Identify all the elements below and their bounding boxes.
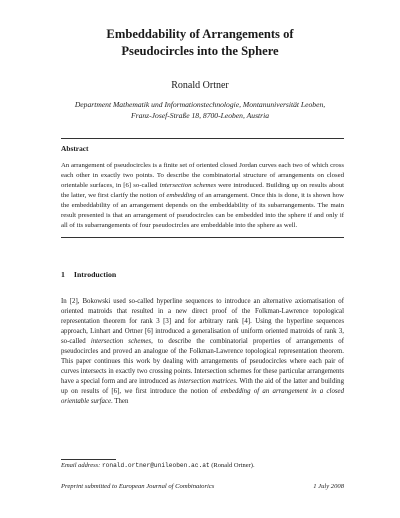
footnote-email[interactable]: ronald.ortner@unileoben.ac.at	[101, 462, 210, 469]
abstract-emphasis-embedding: embedding	[166, 192, 196, 199]
title-line-1: Embeddability of Arrangements of	[106, 27, 294, 41]
footnote-name: (Ronald Ortner).	[211, 462, 255, 469]
affiliation-line-2: Franz-Josef-Straße 18, 8700-Leoben, Austria	[130, 111, 269, 120]
page-footer	[61, 482, 344, 491]
abstract-top-rule	[61, 138, 344, 139]
abstract-box	[61, 138, 344, 238]
abstract-text-part-2: were introduced. Building up on results about the latter, we first clarify the notion of	[61, 182, 344, 199]
affiliation	[52, 99, 348, 121]
abstract-heading: Abstract	[61, 144, 89, 153]
abstract-bottom-rule	[61, 237, 344, 238]
abstract-text-part-3: of an arrangement. Once this is done, it is shown how the embeddability of an arrangement depends on the embeddability of its subarrangements. The main result presented is that an arrangement of pseudocircles can be embedded into the sphere if and only if all of its subarrangements of four pseudocircles are embeddable into the sphere as well.	[61, 192, 344, 229]
paper-title	[40, 26, 360, 60]
introduction-paragraph	[61, 297, 344, 407]
abstract-emphasis-intersection-schemes: intersection schemes	[159, 182, 217, 189]
body-emphasis-intersection-schemes: intersection schemes	[90, 338, 152, 345]
body-text-part-4: . Then	[111, 398, 129, 405]
author-name: Ronald Ortner	[171, 80, 229, 91]
section-title: Introduction	[73, 270, 117, 279]
footnote-rule	[61, 459, 116, 460]
body-text-part-3: . With the aid of the latter and building up on results of [6], we first introduce the notion of	[61, 378, 344, 395]
body-text-part-1: In [2], Bokowski used so-called hyperline sequences to introduce an alternative axiomatisation of oriented matroids that resulted in a new direct proof of the Folkman-Lawrence topological representation theorem for rank 3 [3] and for arbitrary rank [4]. Using the hyperline sequences approach, Linhart and Ortner [6] introduced a generalisation of uniform oriented matroids of rank 3, so-called	[61, 298, 344, 345]
abstract-text	[61, 161, 344, 231]
footnote	[61, 461, 344, 470]
title-line-2: Pseudocircles into the Sphere	[121, 44, 279, 58]
footer-date: 1 July 2008	[313, 483, 344, 490]
body-text-part-2: , to describe the combinatorial properties of arrangements of pseudocircles and proved an analogue of the Folkman-Lawrence topological representation theorem. This paper continues this work by dealing with arrangements of pseudocircles where each pair of curves intersects in exactly two crossing points. Intersection schemes for these particular arrangements have a special form and are introduced as	[61, 338, 344, 385]
section-number: 1	[61, 270, 65, 279]
affiliation-line-1: Department Mathematik und Informationstechnologie, Montanuniversität Leoben,	[74, 100, 326, 109]
body-emphasis-embedding-notion: embedding of an arrangement in a closed orientable surface	[61, 388, 344, 405]
footnote-label: Email address:	[61, 462, 101, 469]
footer-journal: Preprint submitted to European Journal of Combinatorics	[61, 483, 215, 490]
abstract-text-part-1: An arrangement of pseudocircles is a finite set of oriented closed Jordan curves each two of which cross each other in exactly two points. To describe the combinatorial structure of arrangements on closed orientable surfaces, in [6] so-called	[61, 162, 344, 189]
body-emphasis-intersection-matrices: intersection matrices	[178, 378, 236, 385]
section-heading	[61, 270, 116, 280]
